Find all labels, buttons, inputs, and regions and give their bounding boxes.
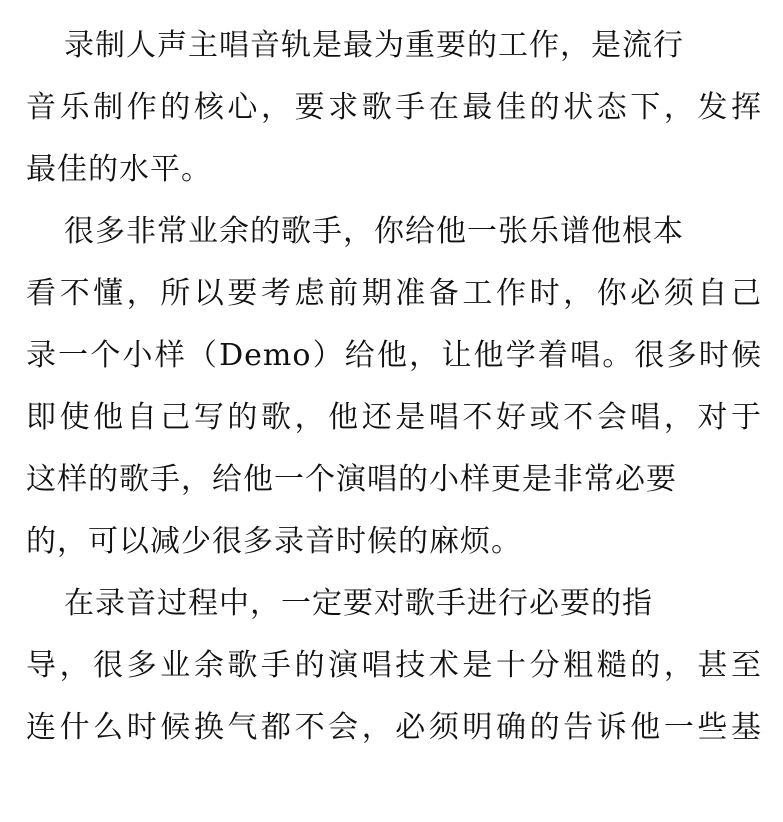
paragraph-2-line-6: 的，可以减少很多录音时候的麻烦。: [26, 524, 522, 559]
paragraph-3-line-1: 在录音过程中，一定要对歌手进行必要的指: [64, 586, 653, 621]
paragraph-1-line-1: 录制人声主唱音轨是最为重要的工作，是流行: [64, 28, 684, 63]
paragraph-2-line-4: 即使他自己写的歌，他还是唱不好或不会唱，对于: [26, 400, 762, 435]
paragraph-3-line-2: 导，很多业余歌手的演唱技术是十分粗糙的，甚至: [26, 648, 762, 683]
paragraph-1-line-3: 最佳的水平。: [26, 152, 212, 187]
paragraph-3-line-3: 连什么时候换气都不会，必须明确的告诉他一些基: [26, 710, 762, 745]
paragraph-2-line-1: 很多非常业余的歌手，你给他一张乐谱他根本: [64, 214, 684, 249]
paragraph-1-line-2: 音乐制作的核心，要求歌手在最佳的状态下，发挥: [26, 90, 762, 125]
paragraph-2-line-5: 这样的歌手，给他一个演唱的小样更是非常必要: [26, 462, 677, 497]
paragraph-2-line-3: 录一个小样（Demo）给他，让他学着唱。很多时候: [26, 338, 762, 373]
paragraph-2-line-2: 看不懂，所以要考虑前期准备工作时，你必须自己: [26, 276, 762, 311]
